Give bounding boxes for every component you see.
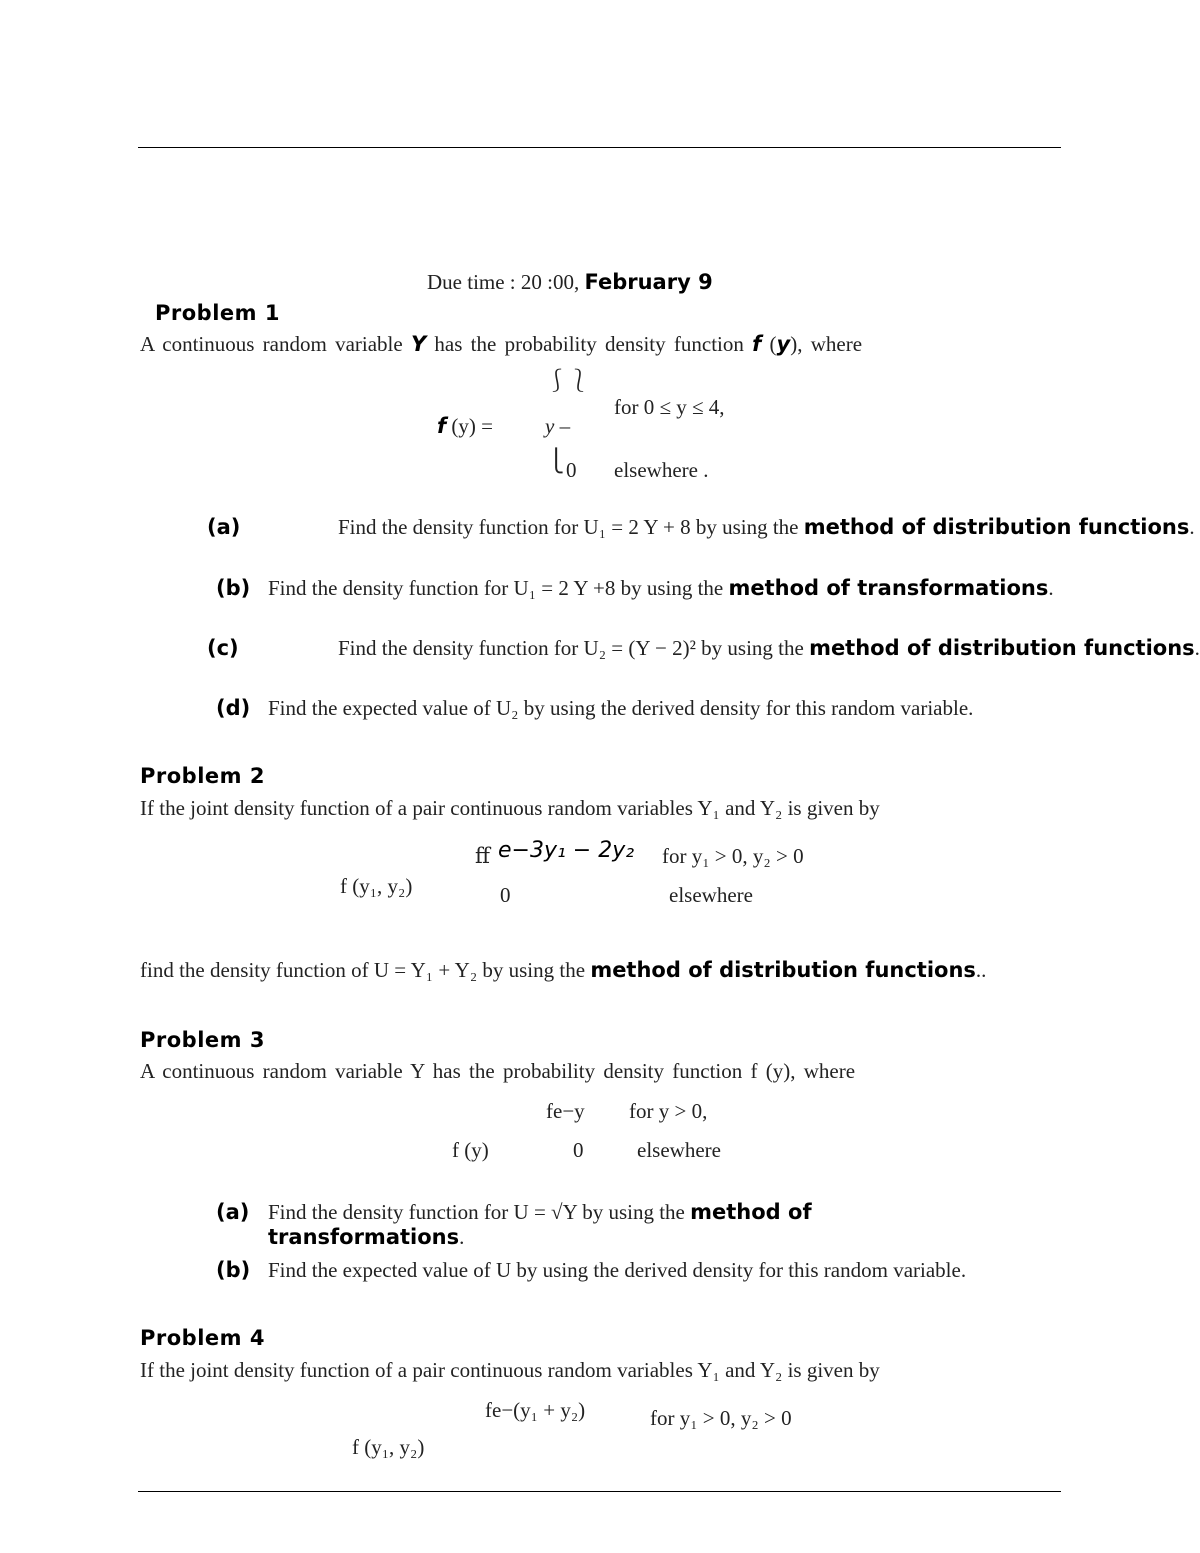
p3-a-text: Find the density function for U = √Y by using the method of transformations.: [268, 1200, 812, 1249]
p4-lhs: f (y₁, y₂): [352, 1435, 425, 1459]
p3-case-1: for y > 0,: [629, 1099, 708, 1123]
p1-a-method: method of distribution functions: [803, 515, 1190, 539]
p2-method: method of distribution functions: [590, 958, 976, 982]
problem-3-heading: Problem 3: [140, 1028, 265, 1052]
p2-case-1: for y₁ > 0, y₂ > 0: [662, 844, 804, 868]
p2-expr: e−3y₁ − 2y₂: [498, 838, 635, 863]
p2-brace: ﬀ: [475, 844, 490, 868]
problem-2-intro: If the joint density function of a pair continuous random variables Y₁ and Y₂ is given by: [140, 796, 880, 820]
due-date: February 9: [584, 270, 713, 294]
due-line: [427, 270, 713, 295]
p1-c-label: (c): [207, 636, 239, 660]
p3-a-method: method of transformations: [268, 1200, 812, 1249]
problem-4-heading: Problem 4: [140, 1326, 265, 1350]
problem-1-intro: A continuous random variable Y has the probability density function f (y), where: [140, 332, 863, 356]
p3-case-2: elsewhere: [637, 1138, 721, 1162]
p1-a-label: (a): [207, 515, 241, 539]
p3-zero: 0: [573, 1138, 584, 1162]
top-rule: [138, 147, 1061, 148]
p2-find: find the density function of U = Y₁ + Y₂ by using the method of distribution functions..: [140, 958, 987, 982]
p3-b-label: (b): [216, 1258, 251, 1282]
p3-lhs: f (y): [452, 1138, 489, 1162]
p1-b-label: (b): [216, 576, 251, 600]
p2-case-2: elsewhere: [669, 883, 753, 907]
p2-lhs: f (y₁, y₂): [340, 874, 413, 898]
due-label: Due time : 20 :00,: [427, 270, 585, 294]
p2-zero: 0: [500, 883, 511, 907]
p4-case-1: for y₁ > 0, y₂ > 0: [650, 1406, 792, 1430]
p1-b-text: Find the density function for U₁ = 2 Y +8 by using the method of transformations.: [268, 576, 1054, 600]
p1-a-text: Find the density function for U₁ = 2 Y + 8 by using the method of distribution functions.: [338, 515, 1195, 539]
p1-c-text: Find the density function for U₂ = (Y − 2)² by using the method of distribution functions.: [338, 636, 1200, 660]
p1-d-text: Find the expected value of U₂ by using the derived density for this random variable.: [268, 696, 974, 720]
p1-zero: 0: [566, 458, 577, 482]
p1-case-1: for 0 ≤ y ≤ 4,: [614, 395, 725, 419]
p4-expr: fe−(y₁ + y₂): [485, 1398, 586, 1422]
p1-d-label: (d): [216, 696, 251, 720]
p1-case-2: elsewhere .: [614, 458, 709, 482]
p1-b-method: method of transformations: [728, 576, 1049, 600]
bottom-rule: [138, 1491, 1061, 1492]
p3-a-label: (a): [216, 1200, 250, 1224]
p1-y-dash: y –: [545, 414, 571, 438]
p1-brace-bottom: ⎩: [548, 448, 565, 473]
p3-b-text: Find the expected value of U by using the derived density for this random variable.: [268, 1258, 967, 1282]
p1-brace-top: ⎰⎱: [546, 368, 591, 393]
problem-4-intro: If the joint density function of a pair continuous random variables Y₁ and Y₂ is given by: [140, 1358, 880, 1382]
problem-3-intro: A continuous random variable Y has the probability density function f (y), where: [140, 1059, 856, 1083]
problem-1-heading: Problem 1: [155, 301, 280, 325]
p3-expr: fe−y: [546, 1099, 585, 1123]
problem-2-heading: Problem 2: [140, 764, 265, 788]
p1-c-method: method of distribution functions: [809, 636, 1195, 660]
p1-lhs: f (y) =: [437, 414, 493, 438]
